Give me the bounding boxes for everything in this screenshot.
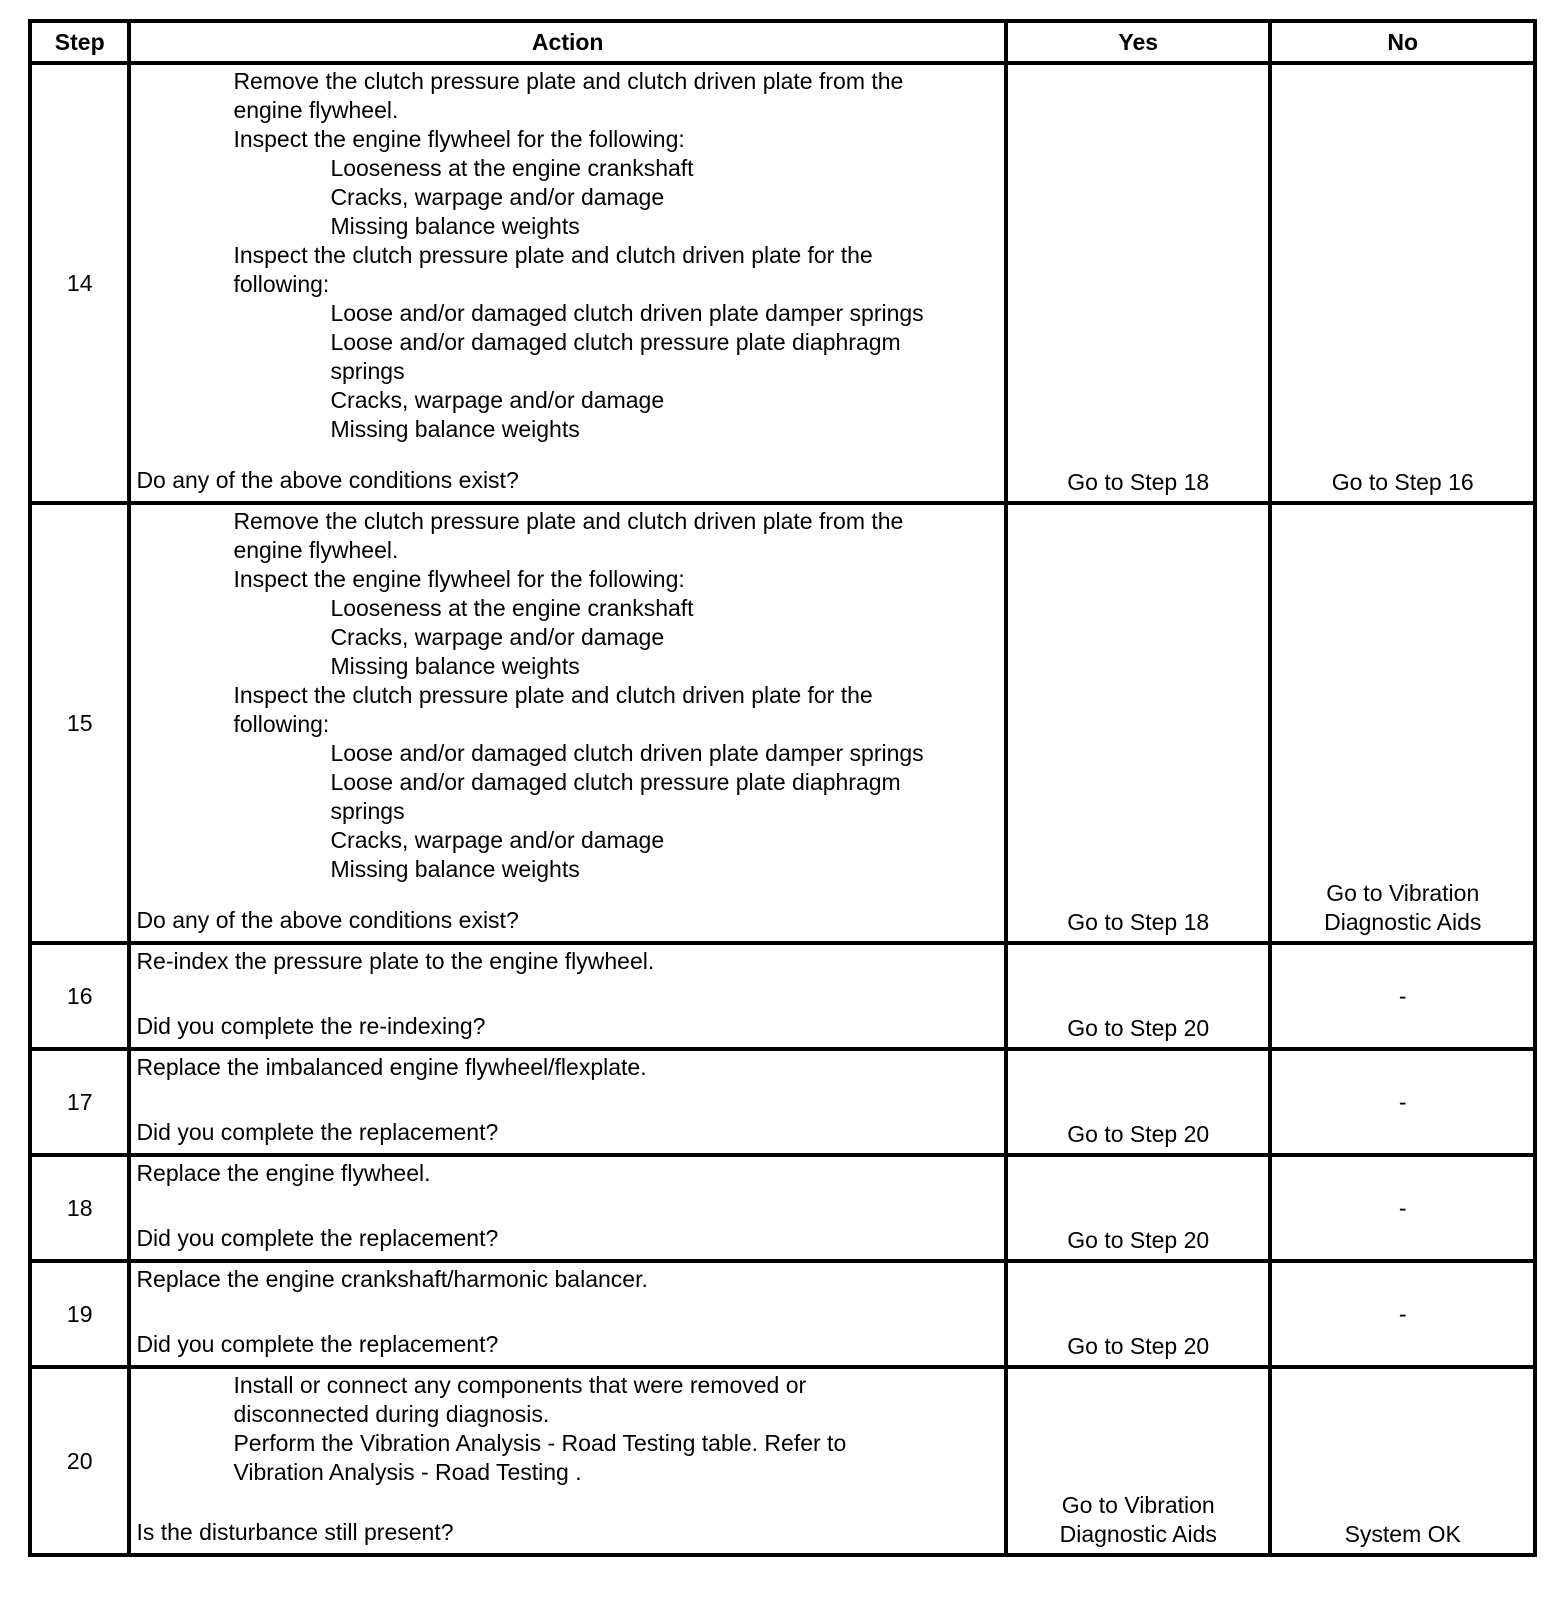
yes-result xyxy=(1008,1159,1269,1257)
action-subitem: Looseness at the engine crankshaft xyxy=(330,155,694,181)
action-line: Inspect the clutch pressure plate and clutch driven plate for the xyxy=(233,242,873,268)
header-step: Step xyxy=(30,21,129,63)
no-result xyxy=(1272,1160,1533,1256)
action-content xyxy=(136,507,1000,935)
action-line: Remove the clutch pressure plate and clutch driven plate from the xyxy=(233,68,904,94)
action-content xyxy=(136,1159,1000,1253)
action-question: Do any of the above conditions exist? xyxy=(136,467,519,493)
action-subitem: Missing balance weights xyxy=(330,213,580,239)
action-content xyxy=(136,1265,1000,1359)
header-no: No xyxy=(1270,21,1535,63)
action-line: engine flywheel. xyxy=(233,537,399,563)
action-question: Do any of the above conditions exist? xyxy=(136,907,519,933)
no-result-line: - xyxy=(1398,1300,1407,1327)
yes-result xyxy=(1008,1053,1269,1151)
action-question: Did you complete the re-indexing? xyxy=(136,1013,486,1039)
no-result xyxy=(1272,948,1533,1044)
no-result-line: - xyxy=(1398,982,1407,1009)
step-number: 19 xyxy=(30,1261,129,1367)
action-subitem: springs xyxy=(330,358,405,384)
action-content xyxy=(136,67,1000,495)
no-cell xyxy=(1270,943,1535,1049)
no-cell xyxy=(1270,1367,1535,1555)
yes-result xyxy=(1008,1265,1269,1363)
yes-cell xyxy=(1006,1155,1271,1261)
no-result xyxy=(1272,67,1533,499)
action-subitem: Looseness at the engine crankshaft xyxy=(330,595,694,621)
no-cell xyxy=(1270,503,1535,943)
yes-result xyxy=(1008,947,1269,1045)
yes-result-line: Go to Step 18 xyxy=(1067,909,1210,935)
action-question: Did you complete the replacement? xyxy=(136,1119,499,1145)
action-content xyxy=(136,947,1000,1041)
header-row xyxy=(30,21,1535,63)
no-cell xyxy=(1270,1049,1535,1155)
action-cell xyxy=(129,1261,1006,1367)
yes-cell xyxy=(1006,1261,1271,1367)
action-line: Vibration Analysis - Road Testing . xyxy=(233,1459,582,1485)
action-subitem: Cracks, warpage and/or damage xyxy=(330,827,665,853)
no-result-line: Diagnostic Aids xyxy=(1324,909,1482,935)
yes-result-line: Go to Vibration xyxy=(1061,1492,1215,1518)
action-line: Inspect the engine flywheel for the following: xyxy=(233,126,685,152)
yes-cell xyxy=(1006,943,1271,1049)
action-line: following: xyxy=(233,271,330,297)
action-line: Remove the clutch pressure plate and clutch driven plate from the xyxy=(233,508,904,534)
yes-result-line: Go to Step 20 xyxy=(1067,1333,1210,1359)
yes-result-line: Diagnostic Aids xyxy=(1059,1521,1217,1547)
action-subitem: Loose and/or damaged clutch pressure plate diaphragm xyxy=(330,769,901,795)
table-row xyxy=(30,1261,1535,1367)
yes-cell xyxy=(1006,1367,1271,1555)
yes-cell xyxy=(1006,1049,1271,1155)
no-result-line: Go to Step 16 xyxy=(1331,469,1474,495)
action-instructions xyxy=(136,1053,1000,1082)
action-instructions xyxy=(136,1371,1000,1487)
step-number: 16 xyxy=(30,943,129,1049)
yes-result xyxy=(1008,507,1269,939)
no-cell xyxy=(1270,63,1535,503)
action-line: Inspect the engine flywheel for the following: xyxy=(233,566,685,592)
action-subitem: Cracks, warpage and/or damage xyxy=(330,387,665,413)
yes-result-line: Go to Step 20 xyxy=(1067,1121,1210,1147)
step-number: 15 xyxy=(30,503,129,943)
action-subitem: Missing balance weights xyxy=(330,856,580,882)
table-row xyxy=(30,1049,1535,1155)
action-instructions xyxy=(136,1159,1000,1188)
yes-result xyxy=(1008,1371,1269,1551)
action-line: engine flywheel. xyxy=(233,97,399,123)
table-row xyxy=(30,63,1535,503)
table-row xyxy=(30,943,1535,1049)
action-subitem: Cracks, warpage and/or damage xyxy=(330,184,665,210)
step-number: 20 xyxy=(30,1367,129,1555)
action-line: Perform the Vibration Analysis - Road Testing table. Refer to xyxy=(233,1430,847,1456)
action-cell xyxy=(129,1155,1006,1261)
action-cell xyxy=(129,1049,1006,1155)
header-action: Action xyxy=(129,21,1006,63)
action-subitem: Loose and/or damaged clutch pressure plate diaphragm xyxy=(330,329,901,355)
action-line: Replace the engine crankshaft/harmonic balancer. xyxy=(136,1266,648,1292)
no-result-line: Go to Vibration xyxy=(1326,880,1480,906)
no-result-line: System OK xyxy=(1344,1521,1461,1547)
action-subitem: Cracks, warpage and/or damage xyxy=(330,624,665,650)
step-number: 18 xyxy=(30,1155,129,1261)
action-content xyxy=(136,1053,1000,1147)
no-result xyxy=(1272,1054,1533,1150)
action-instructions xyxy=(136,947,1000,976)
yes-result xyxy=(1008,67,1269,499)
action-line: disconnected during diagnosis. xyxy=(233,1401,550,1427)
no-result xyxy=(1272,1266,1533,1362)
step-number: 17 xyxy=(30,1049,129,1155)
action-question: Is the disturbance still present? xyxy=(136,1519,454,1545)
table-row xyxy=(30,503,1535,943)
action-content xyxy=(136,1371,1000,1547)
action-line: Inspect the clutch pressure plate and clutch driven plate for the xyxy=(233,682,873,708)
action-subitem: Missing balance weights xyxy=(330,416,580,442)
yes-cell xyxy=(1006,503,1271,943)
action-instructions xyxy=(136,67,1000,444)
action-line: Re-index the pressure plate to the engine flywheel. xyxy=(136,948,655,974)
action-subitem: Loose and/or damaged clutch driven plate damper springs xyxy=(330,740,924,766)
diagnostic-table xyxy=(28,19,1537,1557)
yes-cell xyxy=(1006,63,1271,503)
action-cell xyxy=(129,63,1006,503)
action-line: following: xyxy=(233,711,330,737)
no-cell xyxy=(1270,1155,1535,1261)
header-yes: Yes xyxy=(1006,21,1271,63)
action-cell xyxy=(129,943,1006,1049)
action-question: Did you complete the replacement? xyxy=(136,1331,499,1357)
step-number: 14 xyxy=(30,63,129,503)
action-cell xyxy=(129,503,1006,943)
action-subitem: springs xyxy=(330,798,405,824)
action-line: Replace the engine flywheel. xyxy=(136,1160,431,1186)
no-result xyxy=(1272,507,1533,939)
table-row xyxy=(30,1367,1535,1555)
yes-result-line: Go to Step 20 xyxy=(1067,1015,1210,1041)
action-instructions xyxy=(136,507,1000,884)
action-subitem: Loose and/or damaged clutch driven plate damper springs xyxy=(330,300,924,326)
yes-result-line: Go to Step 18 xyxy=(1067,469,1210,495)
no-result-line: - xyxy=(1398,1088,1407,1115)
action-instructions xyxy=(136,1265,1000,1294)
yes-result-line: Go to Step 20 xyxy=(1067,1227,1210,1253)
no-result-line: - xyxy=(1398,1194,1407,1221)
action-cell xyxy=(129,1367,1006,1555)
table-body xyxy=(30,63,1535,1555)
table-row xyxy=(30,1155,1535,1261)
action-subitem: Missing balance weights xyxy=(330,653,580,679)
action-line: Replace the imbalanced engine flywheel/flexplate. xyxy=(136,1054,647,1080)
no-cell xyxy=(1270,1261,1535,1367)
action-question: Did you complete the replacement? xyxy=(136,1225,499,1251)
no-result xyxy=(1272,1371,1533,1551)
action-line: Install or connect any components that were removed or xyxy=(233,1372,807,1398)
